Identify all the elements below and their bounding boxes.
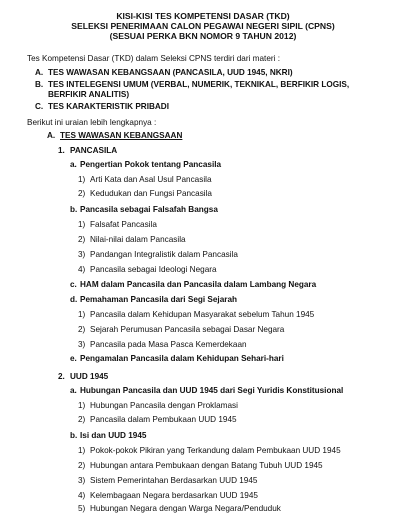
list-item: Hubungan Pancasila dengan Proklamasi — [90, 401, 238, 410]
test-a-title: TES WAWASAN KEBANGSAAN (PANCASILA, UUD 1945, NKRI) — [48, 68, 293, 77]
item-number: 4) — [78, 265, 86, 274]
list-item: Pancasila sebagai Ideologi Negara — [90, 265, 217, 274]
group-1e-title: Pengamalan Pancasila dalam Kehidupan Sehari-hari — [80, 354, 284, 363]
list-item: Pandangan Integralistik dalam Pancasila — [90, 250, 238, 259]
group-1c-marker: c. — [70, 280, 77, 289]
list-item: Kedudukan dan Fungsi Pancasila — [90, 189, 212, 198]
test-b-title-cont: BERFIKIR ANALITIS) — [48, 90, 130, 99]
item-number: 2) — [78, 325, 86, 334]
item-number: 2) — [78, 415, 86, 424]
test-c-title: TES KARAKTERISTIK PRIBADI — [48, 102, 169, 111]
group-1e-marker: e. — [70, 354, 77, 363]
subsection-1-title: PANCASILA — [70, 146, 118, 155]
group-1c-title: HAM dalam Pancasila dan Pancasila dalam Lambang Negara — [80, 280, 317, 289]
list-item: Falsafat Pancasila — [90, 220, 157, 229]
test-a-marker: A. — [35, 68, 44, 77]
item-number: 2) — [78, 461, 86, 470]
group-1d-marker: d. — [70, 295, 78, 304]
list-item: Pancasila dalam Kehidupan Masyarakat sebelum Tahun 1945 — [90, 310, 315, 319]
item-number: 1) — [78, 401, 86, 410]
intro-text: Tes Kompetensi Dasar (TKD) dalam Seleksi CPNS terdiri dari materi : — [27, 54, 280, 63]
item-number: 2) — [78, 235, 86, 244]
item-number: 3) — [78, 340, 86, 349]
doc-title-line-3: (SESUAI PERKA BKN NOMOR 9 TAHUN 2012) — [109, 31, 297, 41]
group-2b-title: Isi dan UUD 1945 — [80, 431, 147, 440]
list-item: Nilai-nilai dalam Pancasila — [90, 235, 186, 244]
details-intro: Berikut ini uraian lebih lengkapnya : — [27, 118, 157, 127]
doc-title-line-2: SELEKSI PENERIMAAN CALON PEGAWAI NEGERI SIPIL (CPNS) — [71, 21, 335, 31]
item-number: 3) — [78, 250, 86, 259]
group-2a-title: Hubungan Pancasila dan UUD 1945 dari Segi Yuridis Konstitusional — [80, 386, 344, 395]
subsection-2-title: UUD 1945 — [70, 372, 109, 381]
test-b-marker: B. — [35, 80, 44, 89]
item-number: 1) — [78, 175, 86, 184]
list-item: Kelembagaan Negara berdasarkan UUD 1945 — [90, 491, 258, 500]
list-item: Sejarah Perumusan Pancasila sebagai Dasar Negara — [90, 325, 285, 334]
item-number: 2) — [78, 189, 86, 198]
item-number: 4) — [78, 491, 86, 500]
list-item: Sistem Pemerintahan Berdasarkan UUD 1945 — [90, 476, 258, 485]
group-1d-title: Pemahaman Pancasila dari Segi Sejarah — [80, 295, 238, 304]
list-item: Pokok-pokok Pikiran yang Terkandung dalam Pembukaan UUD 1945 — [90, 446, 341, 455]
list-item: Pancasila pada Masa Pasca Kemerdekaan — [90, 340, 247, 349]
section-marker: A. — [47, 131, 56, 140]
item-number: 5) — [78, 504, 86, 513]
subsection-2-marker: 2. — [58, 372, 65, 381]
list-item: Arti Kata dan Asal Usul Pancasila — [90, 175, 212, 184]
group-2a-marker: a. — [70, 386, 77, 395]
item-number: 1) — [78, 220, 86, 229]
group-1b-marker: b. — [70, 205, 78, 214]
item-number: 3) — [78, 476, 86, 485]
test-c-marker: C. — [35, 102, 44, 111]
group-1b-title: Pancasila sebagai Falsafah Bangsa — [80, 205, 218, 214]
list-item: Hubungan antara Pembukaan dengan Batang Tubuh UUD 1945 — [90, 461, 323, 470]
doc-title-line-1: KISI-KISI TES KOMPETENSI DASAR (TKD) — [116, 11, 290, 21]
group-1a-marker: a. — [70, 160, 77, 169]
item-number: 1) — [78, 446, 86, 455]
list-item: Pancasila dalam Pembukaan UUD 1945 — [90, 415, 237, 424]
item-number: 1) — [78, 310, 86, 319]
test-b-title: TES INTELEGENSI UMUM (VERBAL, NUMERIK, TEKNIKAL, BERFIKIR LOGIS, — [48, 80, 350, 89]
subsection-1-marker: 1. — [58, 146, 65, 155]
section-title: TES WAWASAN KEBANGSAAN — [60, 131, 183, 140]
list-item: Hubungan Negara dengan Warga Negara/Penduduk — [90, 504, 281, 513]
group-2b-marker: b. — [70, 431, 78, 440]
group-1a-title: Pengertian Pokok tentang Pancasila — [80, 160, 222, 169]
